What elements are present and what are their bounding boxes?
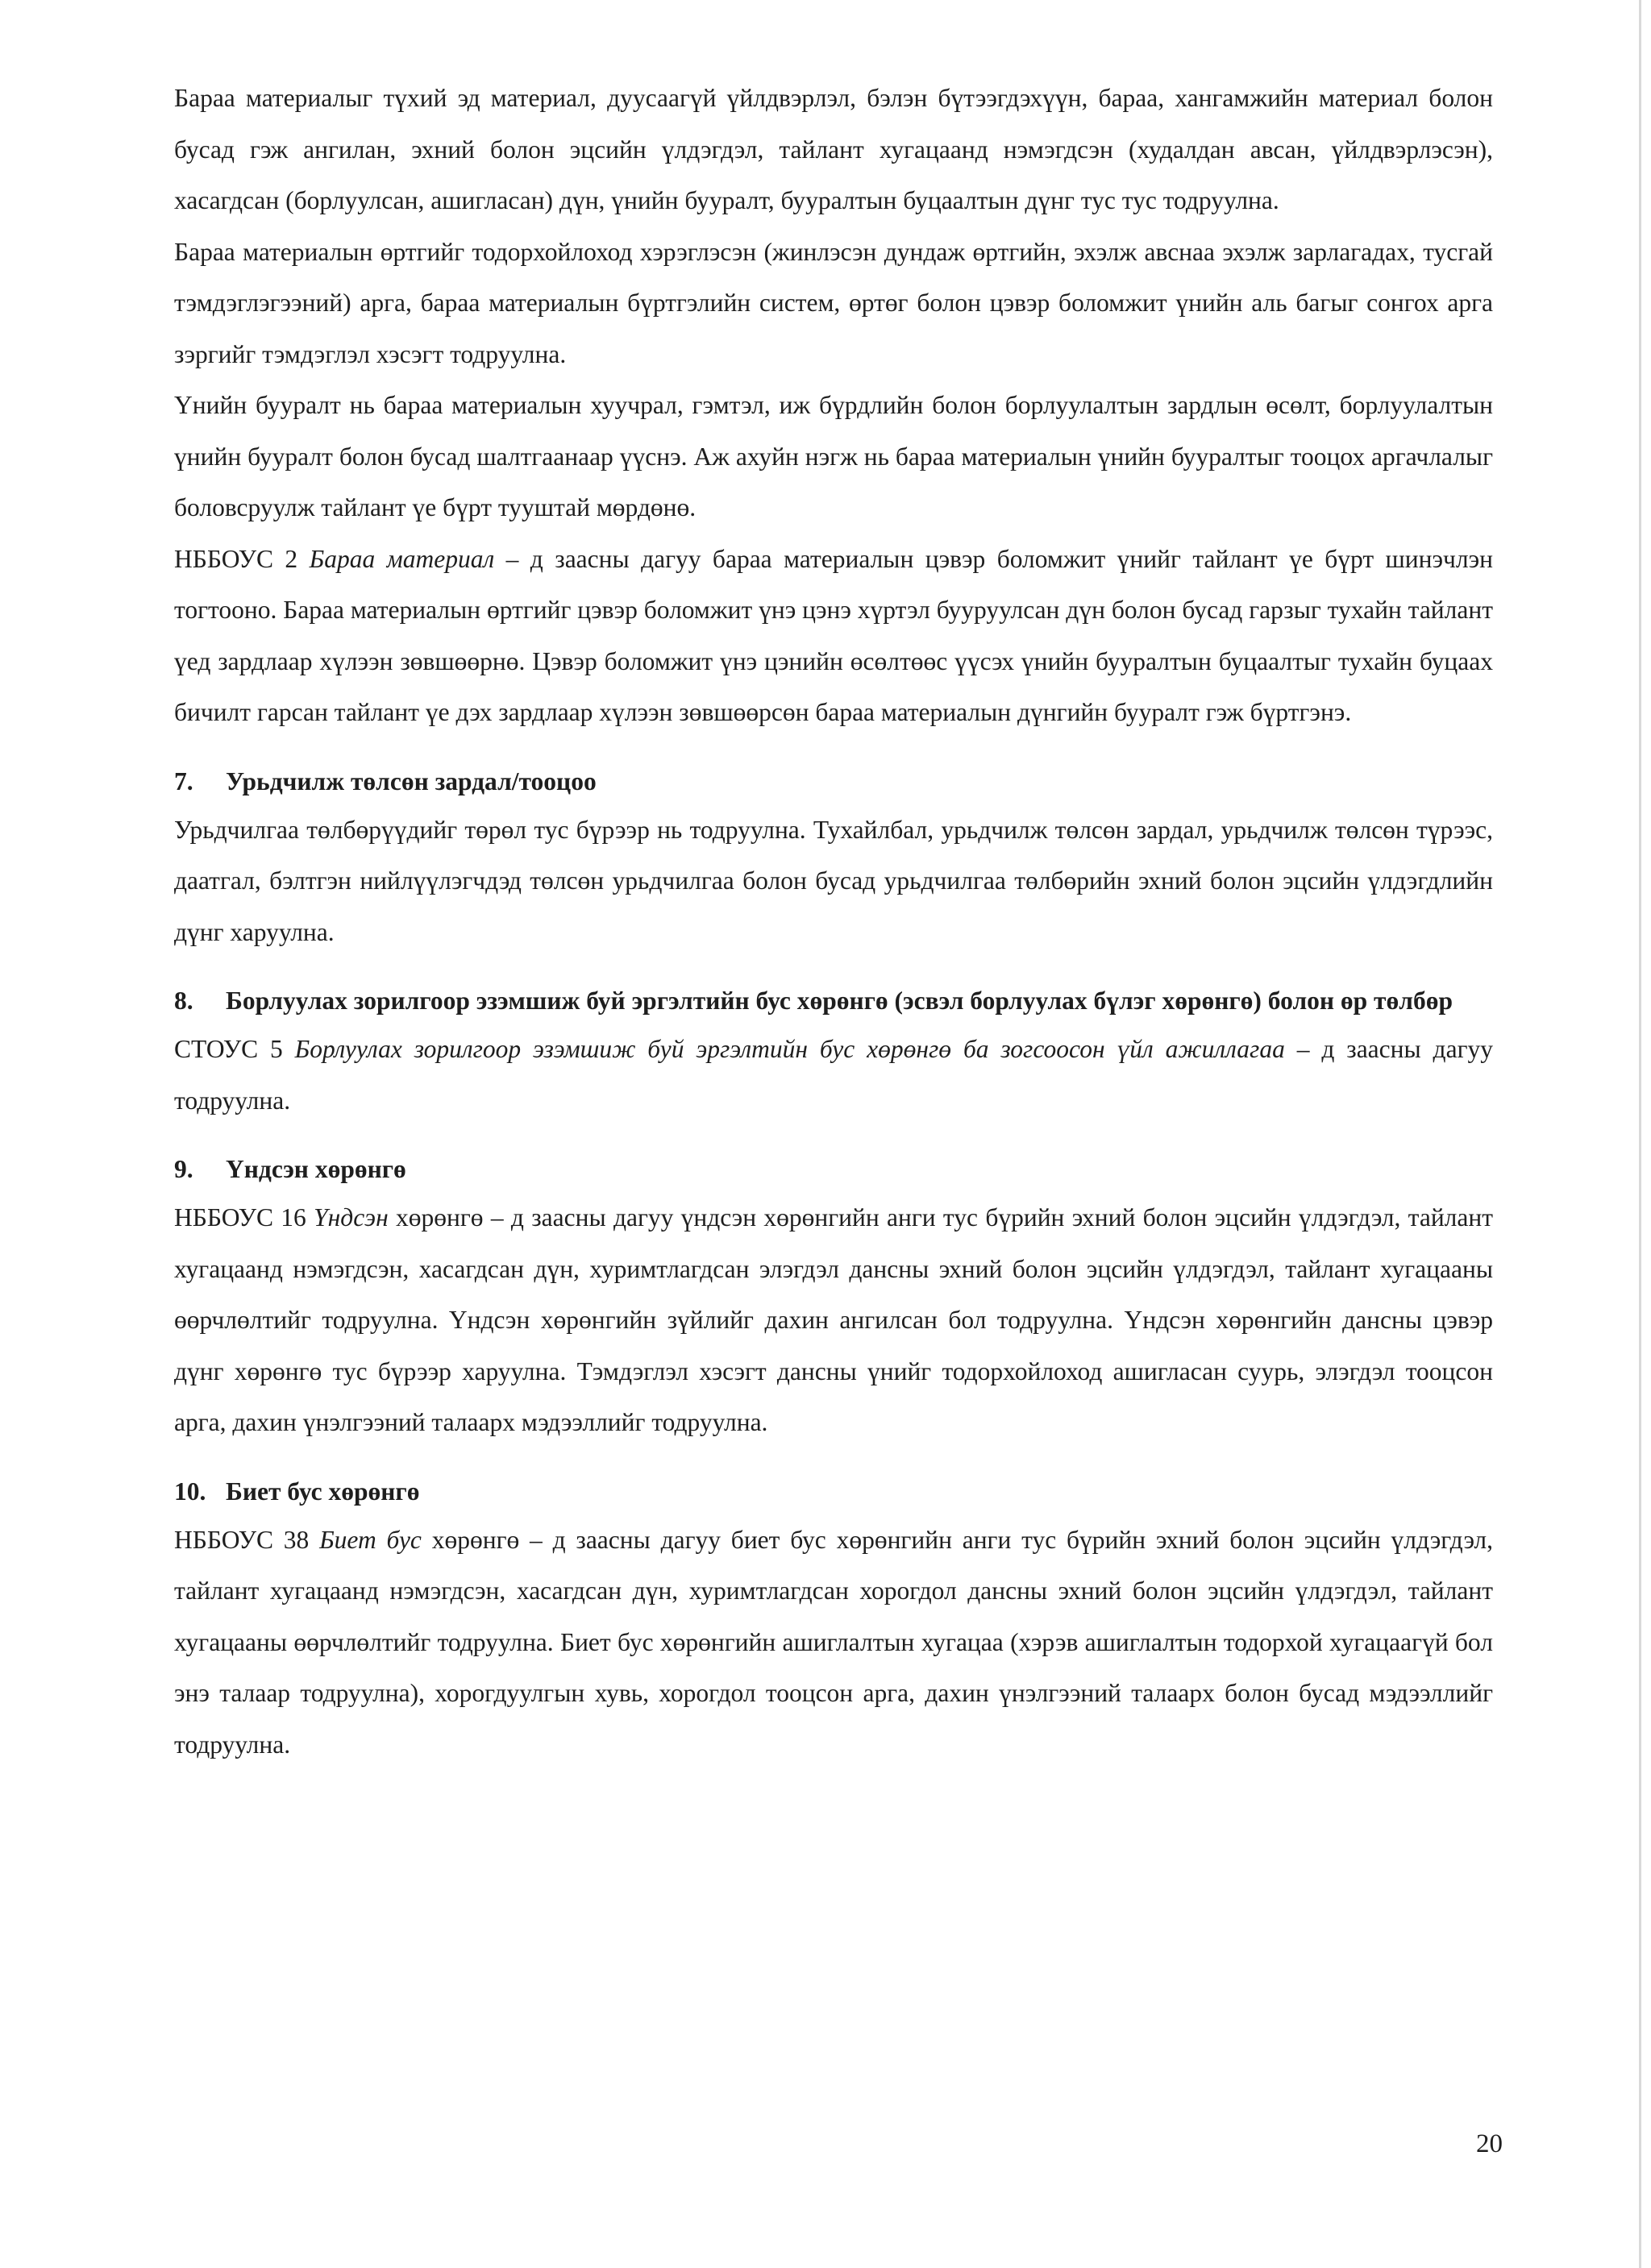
standard-reference: НББОУС 38 [174,1525,320,1554]
standard-title: Биет бус [319,1525,422,1554]
section-heading-10 [174,1476,1493,1508]
section-body-10 [174,1514,1493,1771]
paragraph-text: хөрөнгө – д заасны дагуу үндсэн хөрөнгийн анги тус бүрийн эхний болон эцсийн үлдэгдэл, тайлант хугацаанд нэмэгдсэн, хасагдсан дүн, хуримтлагдсан элэгдэл дансны эхний болон эцсийн үлдэгдэл, тайлант хугацааны өөрчлөлтийг тодруулна. Үндсэн хөрөнгийн зүйлийг дахин ангилсан бол тодруулна. Үндсэн хөрөнгийн дансны цэвэр дүнг хөрөнгө тус бүрээр харуулна. Тэмдэглэл хэсэгт дансны үнийг тодорхойлоход ашигласан суурь, элэгдэл тооцсон арга, дахин үнэлгээний талаарх мэдээллийг тодруулна. [174,1203,1493,1436]
document-body [174,73,1493,1770]
standard-reference: НББОУС 2 [174,544,310,573]
paragraph-text: – д заасны дагуу тодруулна. [174,1035,1493,1115]
paragraph-text: хөрөнгө – д заасны дагуу биет бус хөрөнгийн анги тус бүрийн эхний болон эцсийн үлдэгдэл, тайлант хугацаанд нэмэгдсэн, хасагдсан дүн, хуримтлагдсан хорогдол дансны эхний болон эцсийн үлдэгдэл, тайлант хугацааны өөрчлөлтийг тодруулна. Биет бус хөрөнгийн ашиглалтын хугацаа (хэрэв ашиглалтын тодорхой хугацаагүй бол энэ талаар тодруулна), хорогдуулгын хувь, хорогдол тооцсон арга, дахин үнэлгээний талаарх болон бусад мэдээллийг тодруулна. [174,1525,1493,1759]
section-heading-9 [174,1153,1493,1186]
section-body-8 [174,1024,1493,1126]
paragraph-inventory-classification: Бараа материалыг түхий эд материал, дуусаагүй үйлдвэрлэл, бэлэн бүтээгдэхүүн, бараа, хангамжийн материал болон бусад гэж ангилан, эхний болон эцсийн үлдэгдэл, тайлант хугацаанд нэмэгдсэн (худалдан авсан, үйлдвэрлэсэн), хасагдсан (борлуулсан, ашигласан) дүн, үнийн бууралт, бууралтын буцаалтын дүнг тус тус тодруулна. [174,84,1493,214]
section-number: 8. [174,987,193,1015]
standard-title: Борлуулах зорилгоор эзэмшиж буй эргэлтийн бус хөрөнгө ба зогсоосон үйл ажиллагаа [294,1035,1285,1063]
standard-title: Үндсэн [314,1203,389,1232]
paragraph-nbbous-2 [174,534,1493,738]
paragraph-price-decline: Үнийн бууралт нь бараа материалын хуучрал, гэмтэл, иж бүрдлийн болон борлуулалтын зардлын өсөлт, борлуулалтын үнийн бууралт болон бусад шалтгаанаар үүснэ. Аж ахуйн нэгж нь бараа материалын үнийн бууралтыг тооцох аргачлалыг боловсруулж тайлант үе бүрт тууштай мөрдөнө. [174,391,1493,521]
section-number: 9. [174,1155,193,1183]
section-heading-7 [174,766,1493,798]
page-edge-line [1639,0,1641,2268]
paragraph-inventory-costing: Бараа материалын өртгийг тодорхойлоход хэрэглэсэн (жинлэсэн дундаж өртгийн, эхэлж авснаа эхэлж зарлагадах, тусгай тэмдэглэгээний) арга, бараа материалын бүртгэлийн систем, өртөг болон цэвэр боломжит үнийн аль багыг сонгох арга зэргийг тэмдэглэл хэсэгт тодруулна. [174,237,1493,368]
section-heading-8 [174,985,1493,1017]
section-body-9 [174,1192,1493,1448]
section-body-7 [174,804,1493,958]
section-title: Биет бус хөрөнгө [226,1477,420,1506]
paragraph-text: Урьдчилгаа төлбөрүүдийг төрөл тус бүрээр нь тодруулна. Тухайлбал, урьдчилж төлсөн зардал, урьдчилж төлсөн түрээс, даатгал, бэлтгэн нийлүүлэгчдэд төлсөн урьдчилгаа болон бусад урьдчилгаа төлбөрийн эхний болон эцсийн үлдэгдлийн дүнг харуулна. [174,815,1493,946]
section-title: Борлуулах зорилгоор эзэмшиж буй эргэлтийн бус хөрөнгө (эсвэл борлуулах бүлэг хөрөнгө) болон өр төлбөр [226,987,1453,1015]
section-number: 10. [174,1477,206,1506]
standard-reference: НББОУС 16 [174,1203,314,1232]
paragraph-text: – д заасны дагуу бараа материалын цэвэр боломжит үнийг тайлант үе бүрт шинэчлэн тогтооно. Бараа материалын өртгийг цэвэр боломжит үнэ цэнэ хүртэл бууруулсан дүн болон бусад гарзыг тухайн тайлант үед зардлаар хүлээн зөвшөөрнө. Цэвэр боломжит үнэ цэнийн өсөлтөөс үүсэх үнийн бууралтын буцаалтыг тухайн буцаах бичилт гарсан тайлант үе дэх зардлаар хүлээн зөвшөөрсөн бараа материалын дүнгийн бууралт гэж бүртгэнэ. [174,544,1493,726]
standard-title: Бараа материал [309,544,495,573]
standard-reference: СТОУС 5 [174,1035,295,1063]
section-title: Урьдчилж төлсөн зардал/тооцоо [226,766,597,795]
section-number: 7. [174,766,193,795]
section-title: Үндсэн хөрөнгө [226,1155,406,1183]
page-number: 20 [1476,2129,1503,2158]
